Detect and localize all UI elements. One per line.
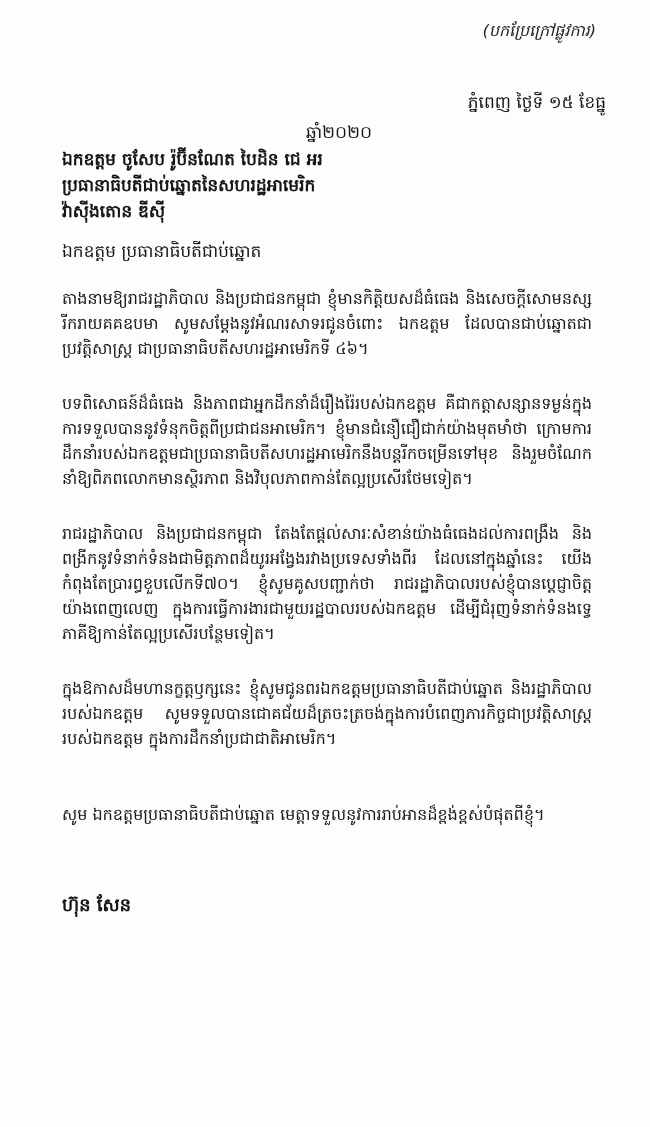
- closing-line: សូម ឯកឧត្តមប្រធានាធិបតីជាប់ឆ្នោត មេត្តាទទួលនូវការរាប់អានដ៏ខ្ពង់ខ្ពស់បំផុតពីខ្ញុំ។: [62, 805, 545, 824]
- paragraph-relations: រាជរដ្ឋាភិបាល និងប្រជាជនកម្ពុជា តែងតែផ្តល់សារៈសំខាន់យ៉ាងធំធេងដល់ការពង្រឹង និងពង្រីកនូវទំនាក់ទំនងជាមិត្តភាពដ៏យូរអង្វែងរវាងប្រទេសទាំងពីរ ដែលនៅក្នុងឆ្នាំនេះ យើងកំពុងតែប្រារព្ធខួបលើកទី៧០។ ខ្ញុំសូមគូសបញ្ជាក់ថា រាជរដ្ឋាភិបាលរបស់ខ្ញុំបានប្តេជ្ញាចិត្តយ៉ាងពេញលេញ ក្នុងការធ្វើការងារជាមួយរដ្ឋបាលរបស់ឯកឧត្តម ដើម្បីជំរុញទំនាក់ទំនងទ្វេភាគីឱ្យកាន់តែល្អប្រសើរបន្ថែមទៀត។: [62, 524, 592, 643]
- paragraph-leadership: បទពិសោធន៍ដ៏ធំធេង និងភាពជាអ្នកដឹកនាំដ៏រឿងរ៉ៃរបស់ឯកឧត្តម គឺជាកត្តាសន្សានទម្ងន់ក្នុងការទទួលបាននូវទំនុកចិត្តពីប្រជាជនអាមេរិក។ ខ្ញុំមានជំនឿជឿជាក់យ៉ាងមុតមាំថា ក្រោមការដឹកនាំរបស់ឯកឧត្តមជាប្រធានាធិបតីសហរដ្ឋអាមេរិកនឹងបន្តរីកចម្រើនទៅមុខ និងរួមចំណែកនាំឱ្យពិភពលោកមានស្ថិរភាព និងវិបុលភាពកាន់តែល្អប្រសើរថែមទៀត។: [62, 394, 592, 488]
- recipient-block: [62, 147, 602, 225]
- date-line-2: ឆ្នាំ២០២០: [306, 123, 372, 143]
- recipient-title: ប្រធានាធិបតីជាប់ឆ្នោតនៃសហរដ្ឋអាមេរិក: [62, 176, 316, 196]
- translation-note: (បកប្រែក្រៅផ្លូវការ): [482, 21, 596, 40]
- dateline: [306, 88, 606, 148]
- paragraph-congratulations: តាងនាមឱ្យរាជរដ្ឋាភិបាល និងប្រជាជនកម្ពុជា ខ្ញុំមានកិត្តិយសដ៏ធំធេង និងសេចក្តីសោមនស្សរីករាយគគឧបមា សូមសម្តែងនូវអំណរសាទរជូនចំពោះ ឯកឧត្តម ដែលបានជាប់ឆ្នោតជាប្រវត្តិសាស្ត្រ ជាប្រធានាធិបតីសហរដ្ឋអាមេរិកទី ៤៦។: [62, 289, 592, 358]
- recipient-name: ឯកឧត្តម ចូសែប រ៉ូប៊ីនណែត បៃដិន ជេ អរ: [62, 150, 323, 170]
- paragraph-wishes: ក្នុងឱកាសដ៏មហានក្ខត្តឫក្សនេះ ខ្ញុំសូមជូនពរឯកឧត្តមប្រធានាធិបតីជាប់ឆ្នោត និងរដ្ឋាភិបាលរបស់ឯកឧត្តម សូមទទួលបានជោគជ័យដ៏ត្រចះត្រចង់ក្នុងការបំពេញភារកិច្ចជាប្រវត្តិសាស្ត្ររបស់ឯកឧត្តម ក្នុងការដឹកនាំប្រជាជាតិអាមេរិក។: [62, 679, 592, 748]
- letter-body: [62, 286, 592, 781]
- signature-name: ហ៊ុន សែន: [62, 895, 132, 916]
- salutation: ឯកឧត្តម ប្រធានាធិបតីជាប់ឆ្នោត: [62, 242, 262, 262]
- recipient-location: វ៉ាស៊ីងតោន ឌីស៊ី: [62, 202, 166, 222]
- date-line-1: ភ្នំពេញ ថ្ងៃទី ១៥ ខែធ្នូ: [467, 93, 606, 113]
